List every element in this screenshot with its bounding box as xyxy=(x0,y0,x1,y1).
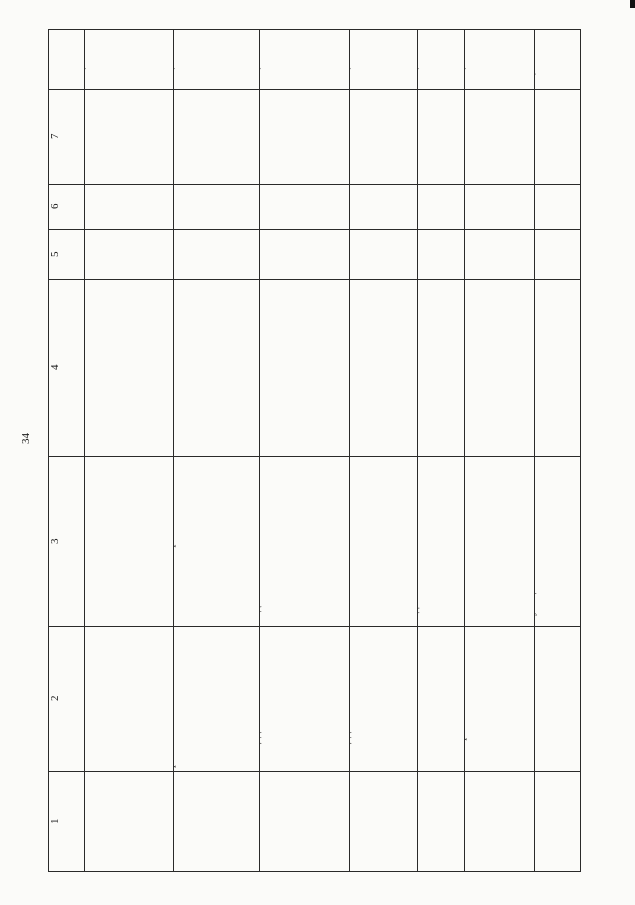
table-cell: 011 xyxy=(174,230,260,280)
table-cell: 011 xyxy=(85,230,174,280)
table-cell: вида xyxy=(260,457,350,627)
band-col-4 xyxy=(49,280,581,457)
table-cell: школа 15 г. Орла xyxy=(174,457,260,627)
table-cell: 011 xyxy=(260,230,350,280)
header-cell: 1 xyxy=(49,772,85,872)
band-col-5 xyxy=(49,230,581,280)
table-cell: 0702 xyxy=(535,185,581,230)
table-cell: 7910072650 xyxy=(535,90,581,185)
band-col-3 xyxy=(49,457,581,627)
table-cell: 1.182 xyxy=(418,772,465,872)
header-cell: 7 xyxy=(49,90,85,185)
table-cell xyxy=(174,280,260,457)
table-cell: 300,0 xyxy=(85,30,174,90)
table-cell: столика xyxy=(535,627,581,772)
table-cell xyxy=(85,280,174,457)
table-cell: 7910072650 xyxy=(418,90,465,185)
scan-artifact xyxy=(630,0,635,8)
header-cell: 6 xyxy=(49,185,85,230)
table-cell: 7910072650 xyxy=(85,90,174,185)
table-cell: 1.180 xyxy=(260,772,350,872)
header-cell: 4 xyxy=(49,280,85,457)
table-cell: 100,0 xyxy=(174,30,260,90)
table-cell: 011 xyxy=(465,230,535,280)
band-col-1 xyxy=(49,772,581,872)
header-cell: 2 xyxy=(49,627,85,772)
table-cell: 100,0 xyxy=(350,30,418,90)
table-cell: 0702 xyxy=(85,185,174,230)
table-cell: 28,0 xyxy=(535,30,581,90)
band-col-2 xyxy=(49,627,581,772)
table-cell: сад 39 xyxy=(418,457,465,627)
table-cell: 79 «Сказка» xyxy=(465,457,535,627)
table-cell: 7910072650 xyxy=(174,90,260,185)
table-cell: площадки xyxy=(350,627,418,772)
table-cell: 1.184 xyxy=(535,772,581,872)
table-cell: 0701 xyxy=(465,185,535,230)
table-cell: 0701 xyxy=(260,185,350,230)
table-cell: 7910072650 xyxy=(465,90,535,185)
header-cell: 3 xyxy=(49,457,85,627)
table-cell: 0702 xyxy=(174,185,260,230)
table-cell: 7910072650 xyxy=(260,90,350,185)
table-cell xyxy=(465,280,535,457)
table-cell xyxy=(260,280,350,457)
table-cell: 011 xyxy=(418,230,465,280)
table-cell xyxy=(418,280,465,457)
table-cell: 1.179 xyxy=(174,772,260,872)
table-cell: 100,0 xyxy=(465,30,535,90)
table-cell: 16» xyxy=(350,457,418,627)
table-cell: бойлера xyxy=(465,627,535,772)
table-cell: 1.181 xyxy=(350,772,418,872)
table-cell: 1.183 xyxy=(465,772,535,872)
header-cell: 5 xyxy=(49,230,85,280)
band-col-7 xyxy=(49,90,581,185)
table-cell: 011 xyxy=(535,230,581,280)
table-cell: 0701 xyxy=(350,185,418,230)
table-cell: 100,0 xyxy=(418,30,465,90)
table-cell: столовой xyxy=(85,627,174,772)
table-cell: ремонта xyxy=(174,627,260,772)
header-cell xyxy=(49,30,85,90)
table-cell: муниципальная xyxy=(535,457,581,627)
band-col-6 xyxy=(49,185,581,230)
table-cell: мебели xyxy=(418,627,465,772)
table-cell xyxy=(535,280,581,457)
table-cell: площадки xyxy=(260,627,350,772)
band-col-8 xyxy=(49,30,581,90)
table-cell: 011 xyxy=(350,230,418,280)
table-cell: школа» xyxy=(85,457,174,627)
table-cell xyxy=(350,280,418,457)
budget-table xyxy=(48,29,581,872)
page-number: 34 xyxy=(20,433,32,444)
table-cell: 1.178 xyxy=(85,772,174,872)
table-cell: 0701 xyxy=(418,185,465,230)
table-cell: 7910072650 xyxy=(350,90,418,185)
table-cell: 100,0 xyxy=(260,30,350,90)
